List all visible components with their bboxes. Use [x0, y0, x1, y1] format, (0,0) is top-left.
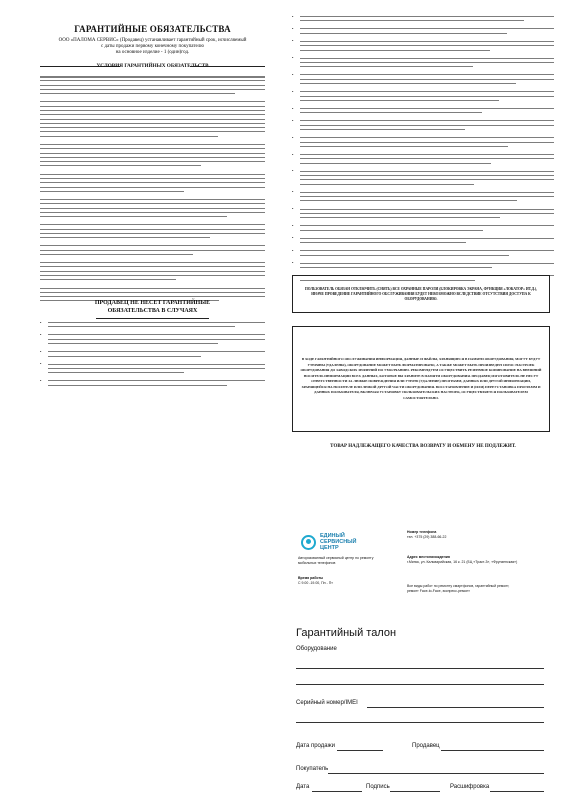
company-intro [40, 38, 265, 56]
fine-print-line [48, 368, 265, 369]
not-responsible-list [40, 319, 265, 383]
fine-print-line [300, 146, 508, 147]
fine-print-line [300, 62, 554, 63]
bullet-icon: • [40, 331, 42, 337]
bullet-icon: • [292, 235, 294, 241]
fine-print-line [40, 233, 265, 234]
fine-print-line [300, 200, 517, 201]
not-responsible-heading-line-1: ПРОДАВЕЦ НЕ НЕСЕТ ГАРАНТИЙНЫЕ [94, 300, 211, 306]
bullet-icon: • [292, 189, 294, 195]
fine-print-line [40, 229, 265, 230]
fine-print-line [40, 101, 265, 102]
fine-print-line [300, 91, 554, 92]
fine-print-line [40, 266, 265, 267]
fine-print-line [40, 187, 265, 188]
serial-imei-field-line-2[interactable] [296, 722, 544, 723]
fine-print-line [40, 262, 265, 263]
fine-print-line [300, 83, 516, 84]
fine-print-line [300, 96, 554, 97]
fine-print-line [300, 175, 554, 176]
fine-print-line [300, 217, 500, 218]
hours-value: С 9.00 -19.00, Пн - Пт [298, 581, 333, 585]
fine-print-line [40, 114, 265, 115]
serial-imei-label: Серийный номер/IMEI [296, 700, 358, 706]
address-label: Адрес местонахождения [407, 555, 450, 559]
phone-label: Номер телефона [407, 530, 437, 534]
logo-text-line-2: СЕРВИСНЫЙ [320, 539, 357, 545]
fine-print-line [300, 33, 507, 34]
phone-value: тел. +375 (29) 388-66-22 [407, 535, 447, 539]
decoding-label: Расшифровка [450, 784, 490, 790]
section-rule-right [190, 66, 265, 67]
bullet-icon: • [292, 88, 294, 94]
seller-field[interactable] [441, 750, 544, 751]
address-value: г.Минск, ул. Кальварийская, 16 к. 21 (БЦ «Тракт-3», «Фрунзенская») [407, 560, 518, 564]
fine-print-line [300, 100, 499, 101]
fine-print-line [40, 174, 265, 175]
fine-print-line [300, 137, 554, 138]
fine-print-line [40, 178, 265, 179]
fine-print-line [300, 112, 482, 113]
fine-print-line [48, 351, 265, 352]
fine-print-line [40, 119, 265, 120]
bullet-icon: • [40, 348, 42, 354]
data-loss-notice-box: В ХОДЕ ГАРАНТИЙНОГО ОБСЛУЖИВАНИЯ ИНФОРМАЦИЯ, ДАННЫЕ И ФАЙЛЫ, ХРАНЯЩИЕСЯ В ПАМЯТИ ОБОРУДОВАНИЯ, МОГУТ БУДУТ УТЕРЯНЫ (УДАЛЕНЫ), ОБОРУДОВАНИЕ МОЖЕТ БЫТЬ ФОРМАТИРОВАНО, А ТАКЖЕ МОЖЕТ БЫТЬ ПРОИЗВЕДЕН СБРОС НАСТРОЕК ОБОРУДОВАНИЯ ДО ЗАВОДСКИХ ЗНАЧЕНИЙ ПО УМОЛЧАНИЮ. РЕКОМЕНДУЕМ ОСУЩЕСТВИТЬ РЕЗЕРВНОЕ КОПИРОВАНИЕ НА ВНЕШНИЙ НОСИТЕЛЬ ИНФОРМАЦИИ ВСЕХ ДАННЫХ, КОТОРЫЕ ВЫ ХРАНИТЕ В ПАМЯТИ ОБОРУДОВАНИЯ. ПРОДАВЕЦ ИЗГОТОВИТЕЛЬ НЕ НЕСУТ ОТВЕТСТВЕННОСТИ ЗА ЛЮБЫЕ ПОВРЕЖДЕНИЯ ИЛИ УТЕРЮ (УДАЛЕНИЕ) ПРОГРАММ, ДАННЫХ ИЛИ ДРУГОЙ ИНФОРМАЦИИ, ХРАНЯЩЕЙСЯ НА НОСИТЕЛЕ ИЛИ ЛЮБОЙ ДРУГОЙ ЧАСТИ ОБОРУДОВАНИЯ. ВОССТАНОВЛЕНИЕ И (ИЛИ) ПЕРЕУСТАНОВКА ПРОГРАММ И ДАННЫХ ПОЛЬЗОВАТЕЛЯ, ВКЛЮЧАЯ УСТАНОВКУ ПОЛЬЗОВАТЕЛЬСКИХ НАСТРОЕК, ОСУЩЕСТВЛЯЕТСЯ ПОЛЬЗОВАТЕЛЕМ САМОСТОЯТЕЛЬНО. [292, 326, 550, 432]
fine-print-line [48, 364, 265, 365]
fine-print-line [40, 250, 265, 251]
warranty-obligations-title: ГАРАНТИЙНЫЕ ОБЯЗАТЕЛЬСТВА [74, 24, 231, 34]
bullet-icon: • [292, 13, 294, 19]
fine-print-line [300, 50, 490, 51]
fine-print-line [40, 279, 176, 280]
bullet-icon: • [292, 25, 294, 31]
fine-print-line [40, 165, 201, 166]
equipment-label: Оборудование [296, 646, 337, 652]
fine-print-line [300, 129, 465, 130]
fine-print-line [48, 334, 265, 335]
logo-dot-icon [306, 539, 311, 544]
bullet-icon: • [292, 272, 294, 278]
fine-print-line [40, 161, 265, 162]
hours-label: Время работы [298, 576, 324, 580]
logo-text-line-3: ЦЕНТР [320, 545, 339, 551]
signature-field[interactable] [390, 791, 440, 792]
fine-print-line [48, 372, 184, 373]
fine-print-line [300, 41, 554, 42]
company-intro-line-2: с даты продажи первому конечному покупателю [100, 44, 204, 49]
fine-print-line [40, 76, 265, 77]
warranty-talon-title: Гарантийный талон [296, 627, 397, 639]
fine-print-line [40, 153, 265, 154]
services-description: Все виды работ по ремонту смартфонов, гарантийный ремонт, ремонт Face-to-Face, экспресс-ремонт [407, 584, 510, 593]
bullet-icon: • [292, 168, 294, 174]
bullet-icon: • [292, 105, 294, 111]
fine-print-line [40, 127, 265, 128]
equipment-field-line-2[interactable] [296, 684, 544, 685]
fine-print-line [40, 144, 265, 145]
fine-print-line [40, 80, 265, 81]
password-notice-box: ПОЛЬЗОВАТЕЛЬ ОБЯЗАН ОТКЛЮЧИТЬ (СНЯТЬ) ВСЕ ОХРАННЫЕ ПАРОЛИ (БЛОКИРОВКА ЭКРАНА, ФУНКЦИЯ «ЛОКАТОР» ИТ.Д.), ИНАЧЕ ПРОВЕДЕНИЕ ГАРАНТИЙНОГО ОБСЛУЖИВАНИЯ БУДЕТ НЕВОЗМОЖНО ВСЛЕДСТВИЕ ОТСУТСТВИЯ ДОСТУПА К ОБОРУДОВАНИЮ. [292, 275, 550, 313]
fine-print-line [300, 179, 554, 180]
fine-print-line [300, 225, 554, 226]
serial-imei-field-line-1[interactable] [367, 707, 544, 708]
fine-print-line [300, 230, 483, 231]
fine-print-line [300, 58, 554, 59]
conditions-fine-print [40, 76, 265, 291]
fine-print-line [40, 199, 265, 200]
fine-print-line [40, 131, 265, 132]
bullet-icon: • [292, 206, 294, 212]
fine-print-line [40, 254, 193, 255]
equipment-field-line-1[interactable] [296, 668, 544, 669]
fine-print-line [40, 296, 265, 297]
date-field[interactable] [312, 791, 362, 792]
fine-print-line [300, 158, 554, 159]
company-intro-line-1: ООО «ПАЛОМА СЕРВИС» (Продавец) устанавливает гарантийный срок, исчисляемый [58, 38, 247, 43]
fine-print-line [40, 245, 265, 246]
sale-date-field[interactable] [337, 750, 383, 751]
fine-print-line [300, 250, 554, 251]
service-center-logo-text [320, 533, 380, 551]
fine-print-line [300, 79, 554, 80]
fine-print-line [300, 125, 554, 126]
fine-print-line [300, 163, 491, 164]
fine-print-line [300, 108, 554, 109]
bullet-icon: • [292, 151, 294, 157]
fine-print-line [300, 267, 492, 268]
bullet-icon: • [292, 134, 294, 140]
fine-print-line [300, 20, 524, 21]
fine-print-line [40, 288, 265, 289]
fine-print-line [40, 224, 265, 225]
fine-print-line [300, 255, 509, 256]
fine-print-line [300, 16, 554, 17]
fine-print-line [40, 182, 265, 183]
fine-print-line [40, 212, 265, 213]
fine-print-line [40, 216, 227, 217]
fine-print-line [40, 93, 235, 94]
fine-print-line [40, 148, 265, 149]
fine-print-line [40, 208, 265, 209]
fine-print-line [300, 192, 554, 193]
fine-print-line [300, 213, 554, 214]
fine-print-line [300, 242, 466, 243]
bullet-icon: • [292, 117, 294, 123]
fine-print-line [48, 326, 235, 327]
seller-label: Продавец [412, 743, 440, 749]
company-intro-line-3: на основное изделие - 1 (один)год. [115, 50, 190, 55]
fine-print-line [48, 385, 227, 386]
fine-print-line [40, 89, 265, 90]
fine-print-line [40, 191, 184, 192]
fine-print-line [300, 28, 554, 29]
fine-print-line [300, 66, 473, 67]
bullet-icon: • [292, 222, 294, 228]
buyer-field[interactable] [328, 773, 544, 774]
bullet-icon: • [292, 247, 294, 253]
fine-print-line [300, 209, 554, 210]
fine-print-line [48, 343, 218, 344]
bullet-icon: • [40, 361, 42, 367]
fine-print-line [40, 110, 265, 111]
logo-text-line-1: ЕДИНЫЙ [320, 533, 345, 539]
fine-print-line [300, 120, 554, 121]
bullet-icon: • [40, 377, 42, 383]
fine-print-line [40, 85, 265, 86]
signature-label: Подпись [366, 784, 390, 790]
fine-print-line [48, 322, 265, 323]
fine-print-line [300, 74, 554, 75]
bullet-icon: • [40, 319, 42, 325]
fine-print-line [40, 292, 265, 293]
not-responsible-heading-line-2: ОБЯЗАТЕЛЬСТВА В СЛУЧАЯХ [107, 308, 198, 314]
fine-print-line [40, 157, 265, 158]
decoding-field[interactable] [490, 791, 544, 792]
fine-print-line [40, 275, 265, 276]
fine-print-line [300, 171, 554, 172]
not-responsible-heading-rule [96, 318, 209, 319]
fine-print-line [48, 380, 265, 381]
fine-print-line [300, 238, 554, 239]
fine-print-line [40, 106, 265, 107]
fine-print-line [48, 339, 265, 340]
fine-print-line [300, 263, 554, 264]
fine-print-line [40, 237, 210, 238]
fine-print-line [300, 45, 554, 46]
bullet-icon: • [292, 260, 294, 266]
service-tagline: Авторизованный сервисный центр по ремонту мобильных телефонов [298, 556, 374, 565]
fine-print-line [40, 136, 218, 137]
buyer-label: Покупатель [296, 766, 329, 772]
bullet-icon: • [292, 71, 294, 77]
fine-print-line [300, 154, 554, 155]
fine-print-line [48, 356, 201, 357]
fine-print-line [40, 203, 265, 204]
bullet-icon: • [292, 38, 294, 44]
fine-print-line [300, 196, 554, 197]
exclusions-list [292, 13, 554, 278]
conditions-section-heading: УСЛОВИЯ ГАРАНТИЙНЫХ ОБЯЗАТЕЛЬСТВ [96, 63, 209, 69]
bullet-icon: • [292, 55, 294, 61]
fine-print-line [40, 123, 265, 124]
fine-print-line [300, 142, 554, 143]
date-label: Дата [296, 784, 310, 790]
sale-date-label: Дата продажи [296, 743, 335, 749]
fine-print-line [40, 271, 265, 272]
no-return-notice: ТОВАР НАДЛЕЖАЩЕГО КАЧЕСТВА ВОЗВРАТУ И ОБМЕНУ НЕ ПОДЛЕЖИТ. [330, 444, 516, 449]
fine-print-line [300, 184, 474, 185]
